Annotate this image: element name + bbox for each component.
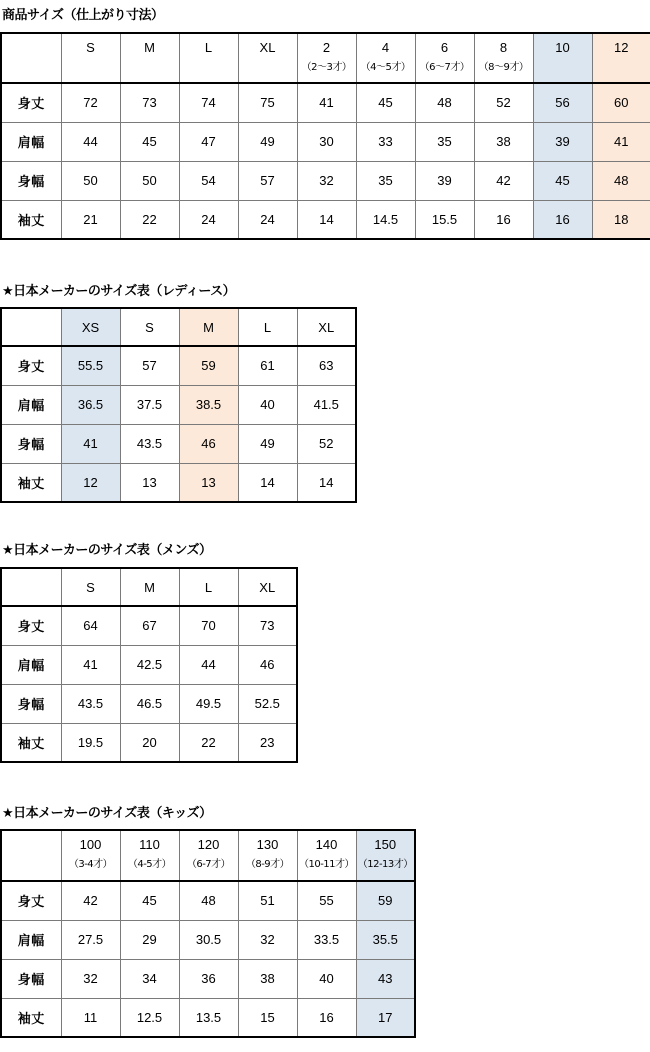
- table-cell: 38.5: [179, 385, 238, 424]
- column-header: XL: [297, 308, 356, 346]
- table-cell: 12: [61, 463, 120, 502]
- table-row: [1, 346, 356, 385]
- table-cell: 13.5: [179, 998, 238, 1037]
- table-row: [1, 959, 415, 998]
- table-cell: 21: [61, 200, 120, 239]
- table-cell: 74: [179, 83, 238, 122]
- table-cell: 14: [297, 200, 356, 239]
- table-cell: 51: [238, 881, 297, 920]
- table-cell: 39: [415, 161, 474, 200]
- kids-size-table: [0, 829, 416, 1038]
- row-label: 身幅: [1, 424, 61, 463]
- table-cell: 15.5: [415, 200, 474, 239]
- table-cell: 36: [179, 959, 238, 998]
- table-cell: 59: [356, 881, 415, 920]
- row-label: 袖丈: [1, 998, 61, 1037]
- column-header: M: [120, 33, 179, 83]
- row-label: 袖丈: [1, 463, 61, 502]
- table-cell: 16: [297, 998, 356, 1037]
- table-cell: 40: [238, 385, 297, 424]
- table-cell: 13: [179, 463, 238, 502]
- table-cell: 42: [61, 881, 120, 920]
- table-cell: 41: [592, 122, 650, 161]
- table-cell: 41: [61, 424, 120, 463]
- table-row: [1, 684, 297, 723]
- column-header: 120 （6-7才）: [179, 830, 238, 881]
- table-cell: 41.5: [297, 385, 356, 424]
- table-cell: 48: [179, 881, 238, 920]
- table-cell: 14: [297, 463, 356, 502]
- column-header: L: [238, 308, 297, 346]
- column-header: M: [120, 568, 179, 606]
- table-cell: 44: [61, 122, 120, 161]
- row-label: 身幅: [1, 684, 61, 723]
- row-label: 肩幅: [1, 645, 61, 684]
- table-cell: 70: [179, 606, 238, 645]
- table-cell: 14.5: [356, 200, 415, 239]
- table-cell: 63: [297, 346, 356, 385]
- column-header: 130 （8-9才）: [238, 830, 297, 881]
- table-cell: 38: [238, 959, 297, 998]
- table-cell: 41: [61, 645, 120, 684]
- table-cell: 61: [238, 346, 297, 385]
- column-header: 12: [592, 33, 650, 83]
- table-cell: 32: [61, 959, 120, 998]
- table-cell: 36.5: [61, 385, 120, 424]
- table-cell: 35.5: [356, 920, 415, 959]
- table-cell: 38: [474, 122, 533, 161]
- table-cell: 11: [61, 998, 120, 1037]
- table-cell: 56: [533, 83, 592, 122]
- table-cell: 33.5: [297, 920, 356, 959]
- row-label: 身幅: [1, 161, 61, 200]
- table-row: [1, 83, 650, 122]
- row-label: 身丈: [1, 83, 61, 122]
- table-cell: 45: [120, 881, 179, 920]
- table-cell: 52: [474, 83, 533, 122]
- row-label: 肩幅: [1, 122, 61, 161]
- row-label: 袖丈: [1, 200, 61, 239]
- table-cell: 43.5: [61, 684, 120, 723]
- table-cell: 67: [120, 606, 179, 645]
- table-cell: 43: [356, 959, 415, 998]
- column-header: S: [61, 568, 120, 606]
- table-row: [1, 200, 650, 239]
- table-row: [1, 122, 650, 161]
- table-cell: 49: [238, 424, 297, 463]
- corner-cell: [1, 830, 61, 881]
- column-header: L: [179, 568, 238, 606]
- table-cell: 15: [238, 998, 297, 1037]
- table-row: [1, 881, 415, 920]
- corner-cell: [1, 568, 61, 606]
- row-label: 身丈: [1, 606, 61, 645]
- section-title-mens: ★日本メーカーのサイズ表（メンズ）: [2, 543, 212, 558]
- table-cell: 18: [592, 200, 650, 239]
- row-label: 袖丈: [1, 723, 61, 762]
- column-header: 6 （6～7才）: [415, 33, 474, 83]
- table-cell: 55.5: [61, 346, 120, 385]
- column-header: XL: [238, 568, 297, 606]
- table-cell: 23: [238, 723, 297, 762]
- column-header: 10: [533, 33, 592, 83]
- section-title-product-size: 商品サイズ（仕上がり寸法）: [2, 8, 164, 23]
- table-cell: 52: [297, 424, 356, 463]
- table-cell: 42: [474, 161, 533, 200]
- table-cell: 16: [533, 200, 592, 239]
- table-cell: 54: [179, 161, 238, 200]
- column-header: 140 （10-11才）: [297, 830, 356, 881]
- table-cell: 45: [533, 161, 592, 200]
- table-cell: 35: [415, 122, 474, 161]
- table-cell: 39: [533, 122, 592, 161]
- table-cell: 12.5: [120, 998, 179, 1037]
- column-header: 100 （3-4才）: [61, 830, 120, 881]
- table-row: [1, 161, 650, 200]
- table-cell: 60: [592, 83, 650, 122]
- column-header: S: [120, 308, 179, 346]
- column-header: 150 （12-13才）: [356, 830, 415, 881]
- table-cell: 48: [592, 161, 650, 200]
- column-header: S: [61, 33, 120, 83]
- table-cell: 32: [238, 920, 297, 959]
- table-cell: 73: [238, 606, 297, 645]
- table-cell: 22: [179, 723, 238, 762]
- row-label: 身丈: [1, 881, 61, 920]
- table-cell: 30: [297, 122, 356, 161]
- table-cell: 49: [238, 122, 297, 161]
- table-cell: 37.5: [120, 385, 179, 424]
- section-title-kids: ★日本メーカーのサイズ表（キッズ）: [2, 806, 212, 821]
- table-cell: 50: [61, 161, 120, 200]
- row-label: 肩幅: [1, 920, 61, 959]
- column-header: 2 （2～3才）: [297, 33, 356, 83]
- corner-cell: [1, 33, 61, 83]
- row-label: 身幅: [1, 959, 61, 998]
- table-cell: 34: [120, 959, 179, 998]
- mens-size-table: [0, 567, 298, 763]
- table-cell: 42.5: [120, 645, 179, 684]
- table-row: [1, 998, 415, 1037]
- table-cell: 64: [61, 606, 120, 645]
- corner-cell: [1, 308, 61, 346]
- table-cell: 30.5: [179, 920, 238, 959]
- table-row: [1, 723, 297, 762]
- table-cell: 24: [238, 200, 297, 239]
- table-cell: 49.5: [179, 684, 238, 723]
- row-label: 肩幅: [1, 385, 61, 424]
- table-row: [1, 463, 356, 502]
- table-cell: 33: [356, 122, 415, 161]
- table-cell: 59: [179, 346, 238, 385]
- section-title-ladies: ★日本メーカーのサイズ表（レディース）: [2, 284, 236, 299]
- table-cell: 47: [179, 122, 238, 161]
- table-row: [1, 645, 297, 684]
- ladies-size-table: [0, 307, 357, 503]
- table-cell: 55: [297, 881, 356, 920]
- table-cell: 24: [179, 200, 238, 239]
- table-cell: 32: [297, 161, 356, 200]
- table-cell: 75: [238, 83, 297, 122]
- table-row: [1, 424, 356, 463]
- table-cell: 46: [179, 424, 238, 463]
- table-cell: 41: [297, 83, 356, 122]
- table-cell: 19.5: [61, 723, 120, 762]
- table-cell: 13: [120, 463, 179, 502]
- column-header: XL: [238, 33, 297, 83]
- table-cell: 27.5: [61, 920, 120, 959]
- table-cell: 16: [474, 200, 533, 239]
- table-cell: 46.5: [120, 684, 179, 723]
- column-header: 110 （4-5才）: [120, 830, 179, 881]
- table-cell: 17: [356, 998, 415, 1037]
- row-label: 身丈: [1, 346, 61, 385]
- table-cell: 52.5: [238, 684, 297, 723]
- column-header: L: [179, 33, 238, 83]
- table-cell: 46: [238, 645, 297, 684]
- column-header: XS: [61, 308, 120, 346]
- product-size-table: [0, 32, 650, 240]
- column-header: 4 （4～5才）: [356, 33, 415, 83]
- column-header: M: [179, 308, 238, 346]
- table-cell: 35: [356, 161, 415, 200]
- table-cell: 14: [238, 463, 297, 502]
- table-cell: 50: [120, 161, 179, 200]
- table-cell: 43.5: [120, 424, 179, 463]
- table-row: [1, 920, 415, 959]
- table-cell: 29: [120, 920, 179, 959]
- table-cell: 22: [120, 200, 179, 239]
- table-cell: 57: [238, 161, 297, 200]
- table-cell: 20: [120, 723, 179, 762]
- column-header: 8 （8～9才）: [474, 33, 533, 83]
- table-cell: 73: [120, 83, 179, 122]
- table-cell: 57: [120, 346, 179, 385]
- table-row: [1, 385, 356, 424]
- table-cell: 40: [297, 959, 356, 998]
- table-cell: 48: [415, 83, 474, 122]
- table-cell: 45: [356, 83, 415, 122]
- table-row: [1, 606, 297, 645]
- table-cell: 44: [179, 645, 238, 684]
- table-cell: 72: [61, 83, 120, 122]
- table-cell: 45: [120, 122, 179, 161]
